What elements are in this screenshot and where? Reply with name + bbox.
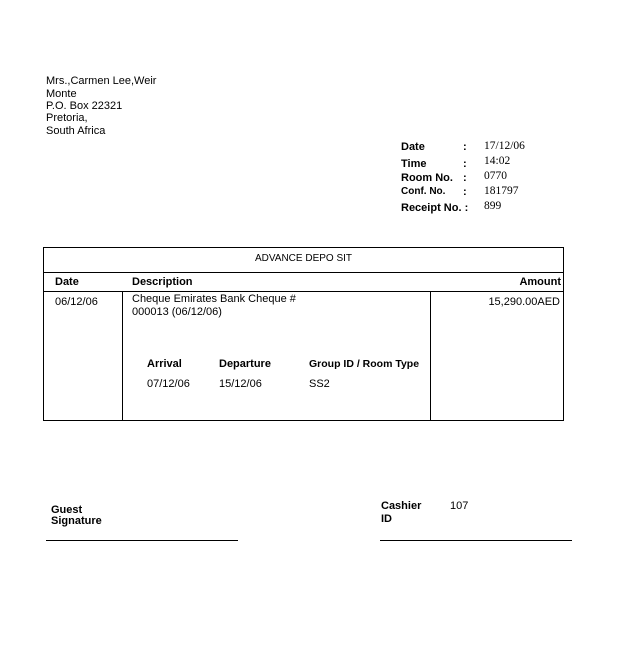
info-label: Receipt No. : [401, 202, 469, 214]
group-value: SS2 [309, 378, 330, 390]
header-amount: Amount [519, 276, 561, 288]
arrival-value: 07/12/06 [147, 378, 190, 390]
info-sep: : [463, 141, 467, 153]
address-line: South Africa [46, 125, 106, 137]
info-sep: : [463, 186, 467, 198]
cashier-label: Cashier [381, 500, 422, 512]
guest-label: Signature [51, 515, 102, 527]
signature-line [46, 540, 238, 541]
arrival-label: Arrival [147, 358, 182, 370]
group-label: Group ID / Room Type [309, 358, 420, 370]
address-line: Monte [46, 88, 77, 100]
info-value: 899 [484, 200, 502, 212]
info-value: 0770 [484, 170, 507, 182]
cashier-label: ID [381, 513, 392, 525]
divider [430, 291, 431, 420]
divider [44, 272, 563, 273]
info-value: 14:02 [484, 155, 511, 167]
departure-label: Departure [219, 358, 271, 370]
row-description: 000013 (06/12/06) [132, 306, 222, 318]
deposit-table [43, 247, 564, 421]
address-line: P.O. Box 22321 [46, 100, 123, 112]
info-sep: : [463, 172, 467, 184]
info-label: Time [401, 158, 427, 170]
address-line: Mrs.,Carmen Lee,Weir [46, 75, 157, 87]
divider [122, 291, 123, 420]
info-label: Room No. [401, 172, 453, 184]
info-label: Conf. No. [401, 186, 446, 197]
address-line: Pretoria, [46, 112, 88, 124]
guest-label: Guest [51, 504, 83, 516]
table-title: ADVANCE DEPO SIT [254, 253, 353, 264]
row-description: Cheque Emirates Bank Cheque # [132, 293, 296, 305]
info-sep: : [463, 158, 467, 170]
info-label: Date [401, 141, 425, 153]
info-value: 181797 [484, 185, 519, 197]
info-value: 17/12/06 [484, 140, 525, 152]
header-date: Date [55, 276, 79, 288]
row-amount: 15,290.00AED [488, 296, 560, 308]
cashier-id: 107 [450, 500, 469, 512]
row-date: 06/12/06 [55, 296, 98, 308]
departure-value: 15/12/06 [219, 378, 262, 390]
signature-line [380, 540, 572, 541]
header-description: Description [132, 276, 193, 288]
